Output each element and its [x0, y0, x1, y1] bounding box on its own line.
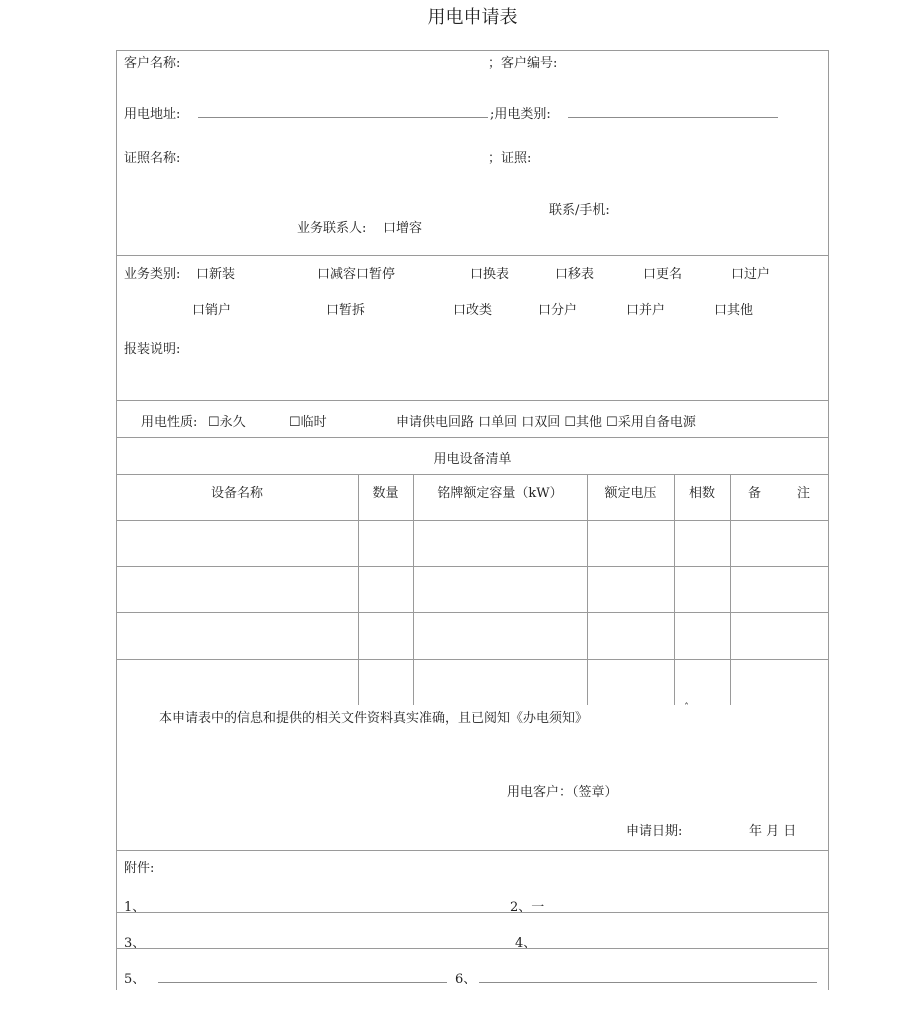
option-replace-meter[interactable]: 口换表 — [470, 267, 510, 282]
option-merge-account[interactable]: 口并户 — [626, 303, 666, 318]
business-type-label: 业务类别: — [124, 267, 181, 282]
col-header-remarks: 备 — [748, 486, 762, 501]
col-header-remarks-2: 注 — [797, 486, 811, 501]
equipment-list-title: 用电设备清单 — [433, 452, 512, 467]
option-permanent[interactable]: ☐永久 — [208, 415, 246, 430]
category-label: ;用电类别: — [490, 107, 551, 122]
power-nature-label: 用电性质: — [141, 415, 198, 430]
address-field[interactable] — [198, 117, 488, 118]
divider — [116, 912, 829, 913]
option-cancel-account[interactable]: 口销户 — [192, 303, 232, 318]
customer-name-label: 客户名称: — [124, 56, 181, 71]
divider — [116, 948, 829, 949]
business-contact-label: 业务联系人: — [297, 221, 367, 236]
col-header-phase: 相数 — [688, 486, 715, 501]
divider — [116, 850, 829, 851]
option-temp-remove[interactable]: 口暂拆 — [326, 303, 366, 318]
col-header-quantity: 数量 — [372, 486, 399, 501]
divider — [116, 437, 829, 438]
divider — [116, 255, 829, 256]
attachment-item: 1、 — [124, 900, 146, 915]
option-new-install[interactable]: 口新装 — [196, 267, 236, 282]
col-header-name: 设备名称 — [210, 486, 263, 501]
option-move-meter[interactable]: 口移表 — [555, 267, 595, 282]
attachment-item: 6、 — [455, 972, 477, 987]
license-name-label: 证照名称: — [124, 151, 181, 166]
attachment-item: 5、 — [124, 972, 146, 987]
contact-phone-label: 联系/手机: — [549, 203, 610, 218]
divider — [116, 474, 829, 475]
option-other[interactable]: 口其他 — [714, 303, 754, 318]
option-change-class[interactable]: 口改类 — [453, 303, 493, 318]
table-row-divider — [116, 566, 829, 567]
customer-number-label: ；客户编号: — [488, 56, 558, 71]
table-row-divider — [116, 520, 829, 521]
col-header-capacity: 铭牌额定容量（kW） — [437, 486, 563, 501]
category-field[interactable] — [568, 117, 778, 118]
column-divider — [674, 474, 675, 705]
table-row-divider — [116, 659, 829, 660]
license-label: ；证照: — [488, 151, 532, 166]
column-divider — [730, 474, 731, 705]
page-title: 用电申请表 — [427, 7, 518, 28]
attachment-item: 2、一 — [510, 900, 545, 915]
column-divider — [587, 474, 588, 705]
option-reduce-suspend[interactable]: 口减容口暂停 — [317, 267, 396, 282]
table-row-divider — [116, 612, 829, 613]
capacity-increase-checkbox[interactable]: 口增容 — [383, 221, 423, 236]
application-date-units: 年 月 日 — [749, 824, 797, 839]
attachment-field[interactable] — [479, 982, 817, 983]
divider — [116, 400, 829, 401]
option-rename[interactable]: 口更名 — [643, 267, 683, 282]
column-divider — [358, 474, 359, 705]
option-temporary[interactable]: ☐临时 — [289, 415, 327, 430]
install-note-label: 报装说明: — [124, 342, 181, 357]
attachment-field[interactable] — [158, 982, 447, 983]
address-label: 用电地址: — [124, 107, 181, 122]
supply-circuit-options[interactable]: 申请供电回路 口单回 口双回 ☐其他 ☐采用自备电源 — [396, 415, 696, 430]
option-split-account[interactable]: 口分户 — [538, 303, 578, 318]
attachments-label: 附件: — [124, 861, 155, 876]
col-header-voltage: 额定电压 — [604, 486, 657, 501]
column-divider — [413, 474, 414, 705]
attachment-item: 4、 — [515, 936, 537, 951]
customer-signature: 用电客户：（签章） — [507, 785, 618, 800]
application-date-label: 申请日期: — [626, 824, 683, 839]
attachment-item: 3、 — [124, 936, 146, 951]
stray-mark: ˆ — [684, 703, 689, 714]
declaration-statement: 本申请表中的信息和提供的相关文件资料真实准确，且已阅知《办电须知》 — [159, 711, 589, 726]
option-transfer[interactable]: 口过户 — [731, 267, 771, 282]
